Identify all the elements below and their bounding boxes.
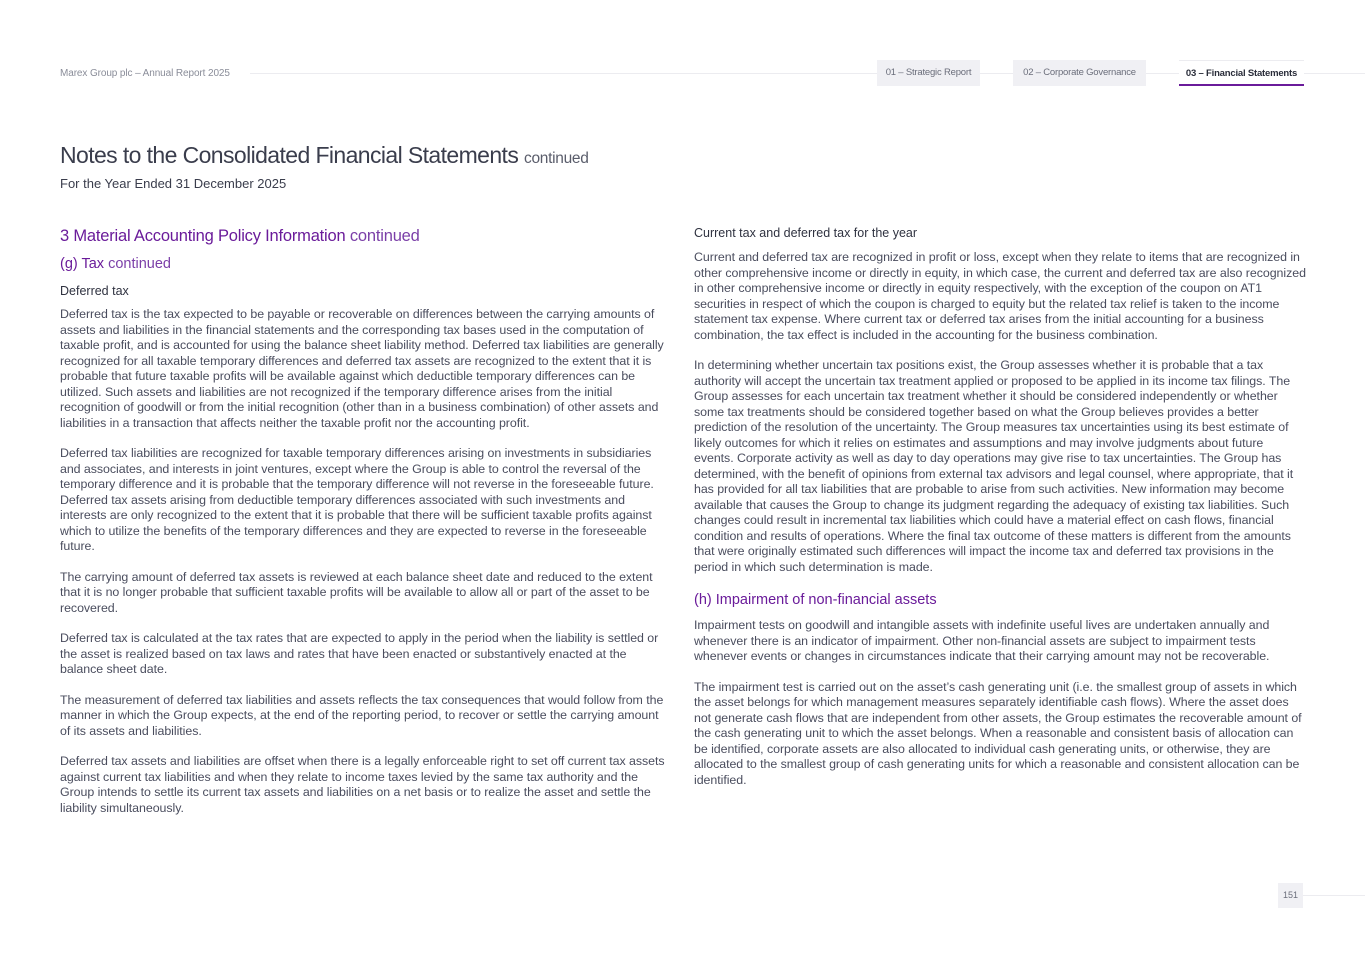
page-title-text: Notes to the Consolidated Financial Statements xyxy=(60,142,519,168)
paragraph: Deferred tax is the tax expected to be payable or recoverable on differences between the carrying amounts of assets and liabilities in the financial statements and the corresponding tax bases used in the computation of taxable profit, and is accounted for using the balance sheet liability method. Deferred tax liabilities are generally recognized for all taxable temporary differences and deferred tax assets are recognized to the extent that it is probable that future taxable profits will be available against which deductible temporary differences can be utilized. Such assets and liabilities are not recognized if the temporary difference arises from the initial recognition of goodwill or from the initial recognition (other than in a business combination) of other assets and liabilities in a transaction that affects neither the taxable profit nor the accounting profit. xyxy=(60,307,664,430)
paragraph: The carrying amount of deferred tax assets is reviewed at each balance sheet date and reduced to the extent that it is no longer probable that sufficient taxable profits will be available to allow all or part of the asset to be recovered. xyxy=(60,569,653,615)
paragraph: Current and deferred tax are recognized in profit or loss, except when they relate to items that are recognized in other comprehensive income or directly in equity, in which case, the current and deferred tax are also recognized in other comprehensive income or directly in equity respectively, with the exception of the coupon on AT1 securities in respect of which the coupon is charged to equity but the related tax relief is taken to the income statement tax expense. Where current tax or deferred tax arises from the initial accounting for a business combination, the tax effect is included in the accounting for the business combination. xyxy=(694,250,1306,342)
report-name: Marex Group plc – Annual Report 2025 xyxy=(60,68,230,79)
paragraph: Deferred tax liabilities are recognized for taxable temporary differences arising on investments in subsidiaries and associates, and interests in joint ventures, except where the Group is able to control the reversal of the temporary difference and it is probable that the temporary difference will not reverse in the foreseeable future. Deferred tax assets arising from deductible temporary differences associated with such investments and interests are only recognized to the extent that it is probable that there will be sufficient taxable profits against which to utilize the benefits of the temporary differences and they are expected to reverse in the foreseeable future. xyxy=(60,446,654,553)
current-tax-heading: Current tax and deferred tax for the year xyxy=(694,226,918,240)
paragraph: Deferred tax is calculated at the tax rates that are expected to apply in the period when the liability is settled or the asset is realized based on tax laws and rates that have been enacted or substantively enacted at the balance sheet date. xyxy=(60,631,659,676)
page-number: 151 xyxy=(1278,883,1303,908)
tab-strategic-report[interactable]: 01 – Strategic Report xyxy=(877,60,980,86)
impairment-section-title: (h) Impairment of non-financial assets xyxy=(694,592,937,608)
section-title-text: 3 Material Accounting Policy Information xyxy=(60,227,346,245)
deferred-tax-heading: Deferred tax xyxy=(60,284,129,298)
section-title-suffix: continued xyxy=(349,227,420,245)
left-column xyxy=(60,226,672,831)
tab-financial-statements[interactable]: 03 – Financial Statements xyxy=(1179,60,1304,86)
footer-divider xyxy=(1303,895,1365,896)
page-title xyxy=(60,142,589,169)
paragraph: Impairment tests on goodwill and intangible assets with indefinite useful lives are undertaken annually and whenever there is an indicator of impairment. Other non-financial assets are subject to impairment tests whenever events or changes in circumstances indicate that their carrying amount may not be recoverable. xyxy=(694,618,1270,663)
subsection-title xyxy=(60,254,672,274)
paragraph: The impairment test is carried out on the asset’s cash generating unit (i.e. the smallest group of assets in which the asset belongs for which management measures separately identifiable cash flows). Where the asset does not generate cash flows that are independent from other assets, the Group estimates the recoverable amount of the cash generating unit to which the asset belongs. When a reasonable and consistent basis of allocation can be identified, corporate assets are also allocated to individual cash generating units, or otherwise, they are allocated to the smallest group of cash generating units for which a reasonable and consistent allocation can be identified. xyxy=(694,679,1302,787)
paragraph: In determining whether uncertain tax positions exist, the Group assesses whether it is probable that a tax authority will accept the uncertain tax treatment applied or proposed to be applied in its income tax filings. The Group assesses for each uncertain tax treatment whether it should be considered independently or whether some tax treatments should be considered together based on what the Group believes provides a better prediction of the resolution of the uncertainty. The Group measures tax uncertainties using its best estimate of likely outcomes for which it relies on estimates and assumptions and may involve judgments about future events. Corporate activity as well as day to day operations may give rise to tax uncertainties. The Group has determined, with the benefit of opinions from external tax advisors and legal counsel, where appropriate, that it has provided for all tax liabilities that are probable to arise from such activities. New information may become available that causes the Group to change its judgment regarding the adequacy of existing tax liabilities. Such changes could result in incremental tax liabilities which could have a material effect on cash flows, financial condition and results of operations. Where the final tax outcome of these matters is different from the amounts that were originally estimated such differences will impact the income tax and deferred tax provisions in the period in which such determination is made. xyxy=(694,358,1294,574)
page-title-suffix: continued xyxy=(524,150,589,167)
section-title xyxy=(60,226,672,246)
tab-corporate-governance[interactable]: 02 – Corporate Governance xyxy=(1013,60,1146,86)
right-column xyxy=(694,224,1306,803)
paragraph: Deferred tax assets and liabilities are offset when there is a legally enforceable right to set off current tax assets against current tax liabilities and when they relate to income taxes levied by the same tax authority and the Group intends to settle its current tax assets and liabilities on a net basis or to realize the asset and settle the liability simultaneously. xyxy=(60,754,665,815)
paragraph: The measurement of deferred tax liabilities and assets reflects the tax consequences that would follow from the manner in which the Group expects, at the end of the reporting period, to recover or settle the carrying amount of its assets and liabilities. xyxy=(60,692,664,738)
page-subtitle: For the Year Ended 31 December 2025 xyxy=(60,176,287,191)
subsection-title-text: (g) Tax xyxy=(60,256,105,272)
subsection-title-suffix: continued xyxy=(108,256,171,272)
